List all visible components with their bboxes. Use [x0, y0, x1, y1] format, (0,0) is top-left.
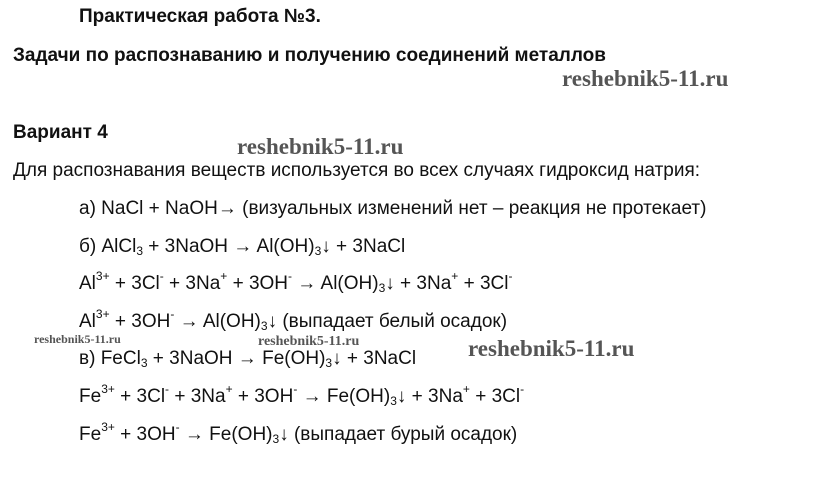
equation-part: б) AlCl: [79, 236, 137, 257]
equation-part: → Al(OH): [292, 273, 379, 294]
equation-part: + 3Cl: [114, 386, 166, 407]
equation-part: Al: [79, 311, 96, 332]
variant-heading: Вариант 4: [13, 122, 108, 143]
equation-c-full-ionic: [79, 382, 525, 408]
equation-superscript: -: [159, 269, 164, 283]
equation-part: ↓ + 3NaCl: [321, 236, 406, 257]
watermark: reshebnik5-11.ru: [468, 336, 635, 361]
equation-part: а) NaCl + NaOH→ (визуальных изменений нет – реакция не протекает): [79, 198, 707, 219]
equation-superscript: -: [165, 382, 170, 396]
equation-superscript: -: [288, 269, 293, 283]
equation-superscript: -: [293, 382, 298, 396]
equation-subscript: 3: [260, 319, 268, 333]
equation-superscript: +: [220, 269, 228, 283]
equation-subscript: 3: [314, 244, 322, 258]
equation-part: + 3Na: [163, 273, 221, 294]
equation-subscript: 3: [390, 394, 397, 408]
equation-subscript: 3: [140, 356, 148, 370]
equation-b-full-ionic: [79, 269, 513, 295]
equation-part: Fe: [79, 424, 102, 445]
watermark: reshebnik5-11.ru: [258, 334, 360, 349]
equation-part: + 3OH: [114, 424, 176, 445]
equation-part: Al: [79, 273, 96, 294]
equation-part: ↓ (выпадает белый осадок): [267, 311, 508, 332]
equation-superscript: -: [508, 269, 513, 283]
equation-superscript: 3+: [95, 307, 110, 321]
page-title: Практическая работа №3.: [79, 6, 321, 27]
equation-part: + 3Cl: [109, 273, 160, 294]
equation-part: ↓ + 3Na: [396, 386, 463, 407]
equation-superscript: 3+: [101, 420, 115, 434]
equation-c-short-ionic: [79, 420, 518, 446]
equation-superscript: -: [170, 307, 175, 321]
equation-superscript: +: [462, 382, 470, 396]
equation-a: [79, 198, 706, 220]
equation-superscript: 3+: [95, 269, 110, 283]
equation-part: + 3NaOH → Fe(OH): [147, 348, 326, 369]
equation-part: ↓ (выпадает бурый осадок): [279, 424, 518, 445]
intro-text: Для распознавания веществ используется во всех случаях гидроксид натрия:: [13, 160, 701, 181]
equation-part: в) FeCl: [79, 348, 141, 369]
equation-part: + 3Cl: [458, 273, 509, 294]
equation-subscript: 3: [378, 281, 386, 295]
equation-part: → Al(OH): [174, 311, 261, 332]
equation-part: + 3OH: [232, 386, 294, 407]
equation-c-molecular: [79, 348, 416, 370]
watermark: reshebnik5-11.ru: [562, 66, 729, 91]
equation-part: + 3NaOH → Al(OH): [143, 236, 315, 257]
task-heading: Задачи по распознаванию и получению соединений металлов: [13, 45, 606, 66]
equation-part: ↓ + 3NaCl: [332, 348, 417, 369]
equation-subscript: 3: [136, 244, 144, 258]
equation-part: + 3Cl: [469, 386, 521, 407]
equation-part: + 3Na: [169, 386, 226, 407]
watermark: reshebnik5-11.ru: [34, 332, 121, 346]
equation-subscript: 3: [325, 356, 333, 370]
equation-part: + 3OH: [109, 311, 171, 332]
equation-b-short-ionic: [79, 307, 508, 333]
equation-superscript: 3+: [101, 382, 115, 396]
equation-subscript: 3: [272, 432, 280, 446]
equation-superscript: +: [225, 382, 233, 396]
watermark: reshebnik5-11.ru: [237, 134, 404, 159]
equation-superscript: -: [520, 382, 525, 396]
equation-part: Fe: [79, 386, 102, 407]
equation-superscript: -: [175, 420, 180, 434]
equation-superscript: +: [451, 269, 459, 283]
equation-b-molecular: [79, 236, 405, 258]
equation-part: ↓ + 3Na: [385, 273, 452, 294]
equation-part: → Fe(OH): [179, 424, 273, 445]
equation-part: + 3OH: [227, 273, 289, 294]
equation-part: → Fe(OH): [297, 386, 391, 407]
